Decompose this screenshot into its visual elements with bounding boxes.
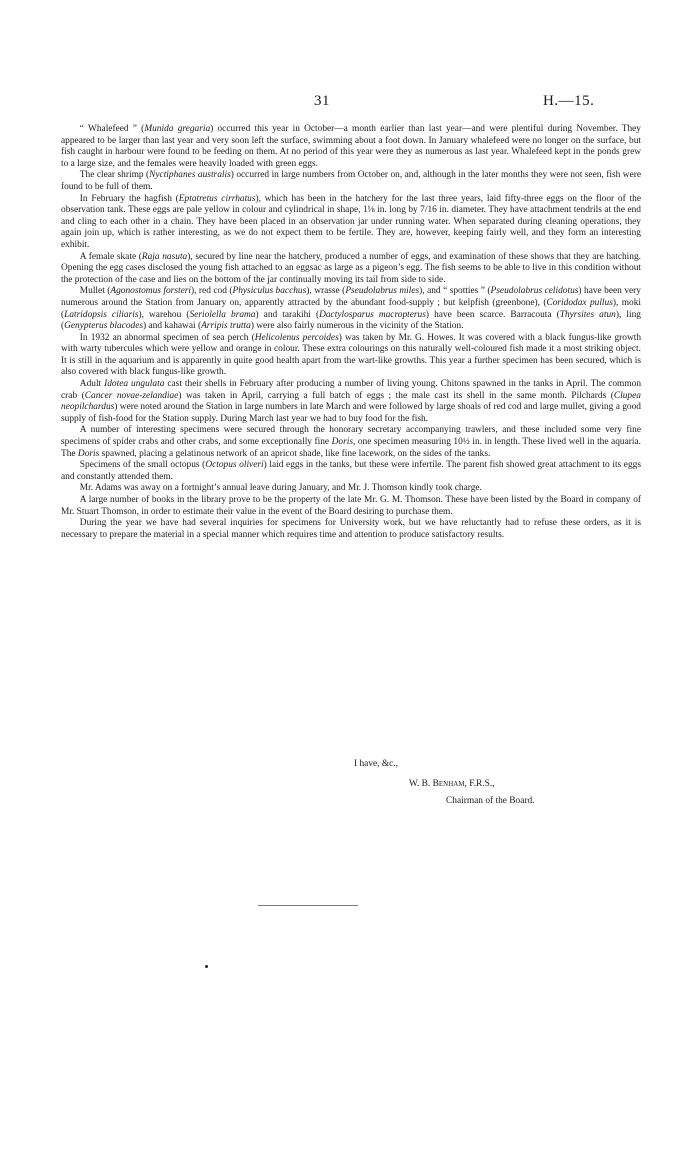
paragraph-leave — [61, 483, 641, 495]
species-name: Helicolenus percoides — [254, 332, 339, 343]
paragraph-text: spawned, placing a gelatinous network of an apricot shade, like fine lacework, on the sides of the tanks. — [99, 448, 491, 459]
paragraph-text: cast their shells in February after producing a number of living young. Chitons spawned in the tanks in April. The common crab ( — [61, 379, 642, 401]
paragraph-text: ), moki ( — [61, 297, 641, 320]
paragraph-text: “ Whalefeed ” ( — [79, 124, 145, 134]
paragraph-text: Mr. Adams was away on a fortnight’s annual leave during January, and Mr. J. Thomson kindly took charge. — [79, 483, 482, 494]
paragraph-octopus — [61, 460, 641, 483]
paragraph-sea-perch — [61, 333, 641, 379]
species-name: Physiculus bacchus — [232, 286, 307, 297]
paragraph-text: ) was taken by Mr. G. Howes. It was covered with a black fungus-like growth with warty tubercules which were yellow and orange in colour. These extra colourings on this naturally well-coloured fish made it a most striking object. It is still in the aquarium and is apparently in quite good health apart from the wart-like growths. This year a further specimen has been secured, which is also covered with black fungus-like growth. — [61, 332, 642, 378]
paragraph-text: ) occurred in large numbers from October on, and, although in the later months they were not seen, fish were found to be full of them. — [61, 170, 641, 192]
signatory-title: Chairman of the Board. — [446, 796, 535, 806]
paragraph-text: ) were noted around the Station in large numbers in late March and were followed by large shoals of red cod and large mullet, giving a good supply of fish-food for the Station supply. During March last year we had to buy food for the fish. — [61, 402, 641, 424]
paragraph-text: In February the hagfish ( — [79, 193, 179, 204]
species-name: Pseudolabrus celidotus — [490, 286, 579, 297]
paragraph-text: A number of interesting specimens were secured through the honorary secretary accompanying trawlers, and these included some very fine specimens of spider crabs and other crabs, and some exceptionally fine — [61, 425, 641, 448]
paragraph-text: ) were also fairly numerous in the vicinity of the Station. — [250, 321, 464, 332]
paragraph-mullet — [61, 286, 641, 332]
paragraph-inquiries — [61, 518, 641, 541]
species-name: Nyctiphanes australis — [149, 170, 231, 181]
paragraph-text: During the year we have had several inquiries for specimens for University work, but we have reluctantly had to refuse these orders, as it is necessary to prepare the material in a special manner which requires time and attention to produce satisfactory results. — [61, 518, 641, 540]
paragraph-idotea — [61, 379, 641, 425]
paragraph-text: The clear shrimp ( — [79, 170, 150, 181]
stray-mark — [205, 965, 208, 968]
closing-salutation: I have, &c., — [354, 759, 398, 769]
paragraph-text: ), red cod ( — [190, 286, 233, 297]
paragraph-doris — [61, 425, 641, 460]
paragraph-text: ) have been very numerous around the Station from January on, apparently attracted by the abundant food-supply ; but kelpfish (greenbone), ( — [61, 286, 641, 308]
document-reference: H.—15. — [543, 93, 595, 109]
signatory-initials: W. B. — [409, 779, 431, 789]
paragraph-text: ) and kahawai ( — [143, 321, 202, 332]
species-name: Doris — [77, 448, 100, 459]
page-number: 31 — [314, 93, 330, 109]
species-name: Coridodax pullus — [546, 297, 613, 308]
paragraph-text: ), wrasse ( — [306, 286, 346, 297]
paragraph-text: ), which has been in the hatchery for the last three years, laid fifty-three eggs on the floor of the observation tank. These eggs are pale yellow in colour and cylindrical in shape, 1⅛ in. long by 7/16 in. diameter. They have attachment tendrils at the end and cling to each other in a chain. They have been placed in an observation jar under running water. When separated during cleaning operations, they again join up, which is rather interesting, as we do not expect them to be fertile. They are, however, keeping fairly well, and they form an interesting exhibit. — [61, 193, 641, 250]
signatory-name — [409, 779, 495, 791]
paragraph-skate — [61, 252, 641, 287]
species-name: Clupea neopilchardus — [61, 390, 641, 413]
report-body — [61, 124, 641, 541]
paragraph-text: Adult — [79, 379, 105, 390]
paragraph-text: ) laid eggs in the tanks, but these were infertile. The parent fish showed great attachment to its eggs and constantly attended them. — [61, 460, 641, 482]
paragraph-text: ), warehou ( — [138, 309, 190, 320]
paragraph-text: , one specimen measuring 10½ in. in length. These lived well in the aquaria. The — [61, 437, 641, 459]
species-name: Seriolella brama — [189, 309, 256, 320]
species-name: Munida gregaria — [144, 124, 211, 134]
species-name: Arripis trutta — [201, 321, 251, 332]
end-rule — [258, 905, 358, 906]
species-name: Octopus oliveri — [205, 460, 264, 471]
paragraph-text: Specimens of the small octopus ( — [79, 460, 206, 471]
paragraph-whalefeed — [61, 124, 641, 170]
paragraph-hagfish — [61, 194, 641, 252]
paragraph-text: A female skate ( — [79, 251, 142, 262]
species-name: Latridopsis ciliaris — [64, 309, 139, 320]
paragraph-text: ), ling ( — [61, 309, 641, 332]
signatory-post-nominal: , F.R.S., — [464, 779, 495, 789]
paragraph-text: ), secured by line near the hatchery, produced a number of eggs, and examination of these shows that they are hatching. Opening the egg cases disclosed the young fish attached to an eggsac as large as a pigeon’s egg. The fish seems to be able to live in this condition without the protection of the case and lies on the bottom of the jar continually moving its tail from side to side. — [61, 251, 641, 285]
signatory-surname: Benham — [432, 779, 465, 789]
paragraph-library — [61, 495, 641, 518]
species-name: Eptatretus cirrhatus — [178, 193, 256, 204]
species-name: Idotea ungulata — [104, 379, 165, 390]
paragraph-text: Mullet ( — [79, 286, 111, 297]
paragraph-text: ) was taken in April, carrying a full batch of eggs ; the male cast its shell in the same month. Pilchards ( — [178, 390, 614, 401]
paragraph-text: ) and tarakihi ( — [255, 309, 320, 320]
paragraph-text: ), and “ spotties ” ( — [419, 286, 491, 297]
paragraph-text: In 1932 an abnormal specimen of sea perch ( — [79, 332, 255, 343]
paragraph-shrimp — [61, 170, 641, 193]
paragraph-text: ) occurred this year in October—a month earlier than last year—and were plentiful during November. They appeared to be larger than last year and very soon left the surface, swimming about a foot down. In January whalefeed were no longer on the surface, but fish caught in harbour were found to be feeding on them. At no period of this year were they as numerous as last year. Whalefeed kept in the ponds grew to a large size, and the females were heavily loaded with green eggs. — [61, 124, 641, 169]
paragraph-text: ) have been scarce. Barracouta ( — [425, 309, 560, 320]
species-name: Genypterus blacodes — [64, 321, 144, 332]
species-name: Doris — [331, 437, 353, 448]
species-name: Pseudolabrus miles — [345, 286, 420, 297]
species-name: Agonostomus forsteri — [110, 286, 191, 297]
species-name: Cancer novae-zelandiae — [84, 390, 179, 401]
species-name: Thyrsites atun — [559, 309, 616, 320]
species-name: Dactylosparus macropterus — [319, 309, 426, 320]
paragraph-text: A large number of books in the library prove to be the property of the late Mr. G. M. Thomson. These have been listed by the Board in company of Mr. Stuart Thomson, in order to estimate their value in the event of the Board desiring to purchase them. — [61, 495, 641, 517]
species-name: Raja nasuta — [141, 251, 188, 262]
